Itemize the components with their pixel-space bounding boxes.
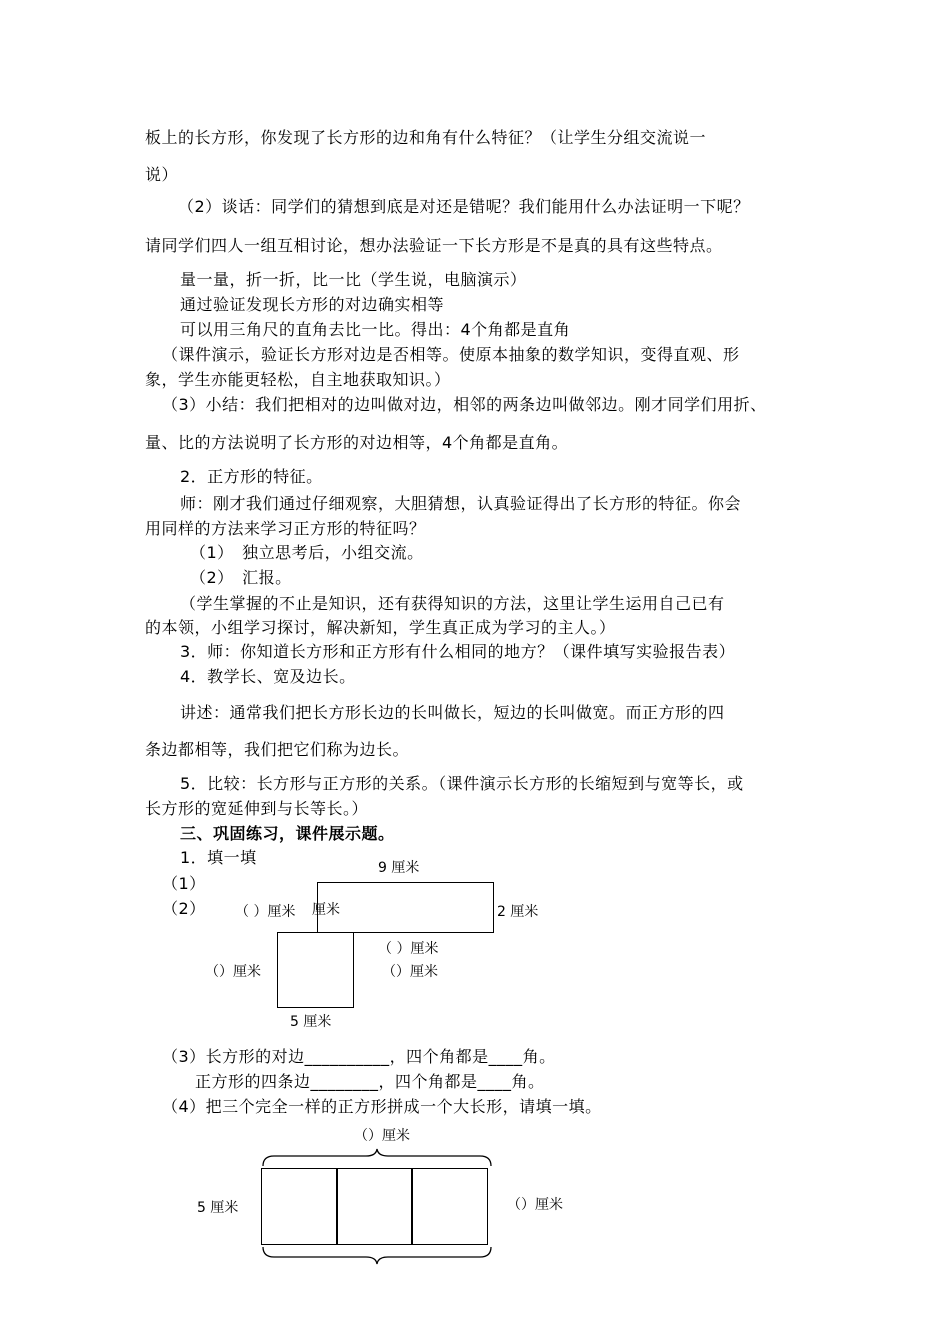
- para-line: 象，学生亦能更轻松，自主地获取知识。）: [145, 370, 451, 389]
- square-right-blank-label: （）厘米: [382, 964, 438, 980]
- bottom-brace: [262, 1246, 492, 1266]
- square-side-label: 5 厘米: [197, 1200, 239, 1216]
- para-line: （学生掌握的不止是知识，还有获得知识的方法，这里让学生运用自己已有: [180, 594, 725, 613]
- para-line: 用同样的方法来学习正方形的特征吗？: [145, 519, 426, 538]
- para-line: 请同学们四人一组互相讨论，想办法验证一下长方形是不是真的具有这些特点。: [145, 236, 723, 255]
- rect-width-label: 2 厘米: [497, 904, 539, 920]
- section-heading: 三、巩固练习，课件展示题。: [180, 824, 395, 843]
- rect-width-blank-label: （ ）厘米: [235, 904, 296, 920]
- para-line: 的本领，小组学习探讨，解决新知，学生真正成为学习的主人。）: [145, 618, 616, 637]
- fill-question-3: （3）长方形的对边__________，四个角都是____角。: [162, 1047, 556, 1066]
- para-line: 2．正方形的特征。: [180, 467, 323, 486]
- top-brace: [262, 1148, 492, 1168]
- para-line: 4．教学长、宽及边长。: [180, 667, 356, 686]
- question-number: （1）: [162, 874, 206, 893]
- question-number: （2）: [162, 899, 206, 918]
- square-2: [336, 1168, 413, 1245]
- square-1: [261, 1168, 338, 1245]
- para-line: 条边都相等，我们把它们称为边长。: [145, 740, 410, 759]
- rectangle-shape: [317, 882, 494, 933]
- square-side-label: 5 厘米: [290, 1014, 332, 1030]
- para-line: （2）谈话：同学们的猜想到底是对还是错呢？我们能用什么办法证明一下呢？: [178, 197, 750, 216]
- rect-length-label: 9 厘米: [378, 860, 420, 876]
- square-3: [411, 1168, 488, 1245]
- fill-question-3b: 正方形的四条边________，四个角都是____角。: [195, 1072, 545, 1091]
- para-line: （1） 独立思考后，小组交流。: [190, 543, 424, 562]
- para-line: 说）: [145, 165, 179, 184]
- para-line: 量、比的方法说明了长方形的对边相等，4个角都是直角。: [145, 433, 569, 452]
- rect-inner-label: 厘米: [312, 902, 340, 918]
- para-line: 1．填一填: [180, 848, 257, 867]
- para-line: 师：刚才我们通过仔细观察，大胆猜想，认真验证得出了长方形的特征。你会: [180, 494, 742, 513]
- para-line: 量一量，折一折，比一比（学生说，电脑演示）: [180, 270, 527, 289]
- top-length-blank-label: （）厘米: [354, 1128, 410, 1144]
- para-line: （3）小结：我们把相对的边叫做对边，相邻的两条边叫做邻边。刚才同学们用折、: [162, 395, 767, 414]
- para-line: 板上的长方形，你发现了长方形的边和角有什么特征？（让学生分组交流说一: [145, 128, 707, 147]
- para-line: （课件演示，验证长方形对边是否相等。使原本抽象的数学知识，变得直观、形: [162, 345, 740, 364]
- right-blank-label: （）厘米: [507, 1197, 563, 1213]
- para-line: （2） 汇报。: [190, 568, 292, 587]
- rect-bottom-blank-label: （ ）厘米: [378, 941, 439, 957]
- square-shape: [277, 932, 354, 1008]
- fill-question-4: （4）把三个完全一样的正方形拼成一个大长形，请填一填。: [162, 1097, 602, 1116]
- para-line: 通过验证发现长方形的对边确实相等: [180, 295, 445, 314]
- para-line: 5．比较：长方形与正方形的关系。（课件演示长方形的长缩短到与宽等长，或: [180, 774, 744, 793]
- para-line: 长方形的宽延伸到与长等长。）: [145, 799, 369, 818]
- para-line: 讲述：通常我们把长方形长边的长叫做长，短边的长叫做宽。而正方形的四: [180, 703, 725, 722]
- square-left-blank-label: （）厘米: [205, 964, 261, 980]
- para-line: 3．师：你知道长方形和正方形有什么相同的地方？（课件填写实验报告表）: [180, 642, 736, 661]
- para-line: 可以用三角尺的直角去比一比。得出：4个角都是直角: [180, 320, 571, 339]
